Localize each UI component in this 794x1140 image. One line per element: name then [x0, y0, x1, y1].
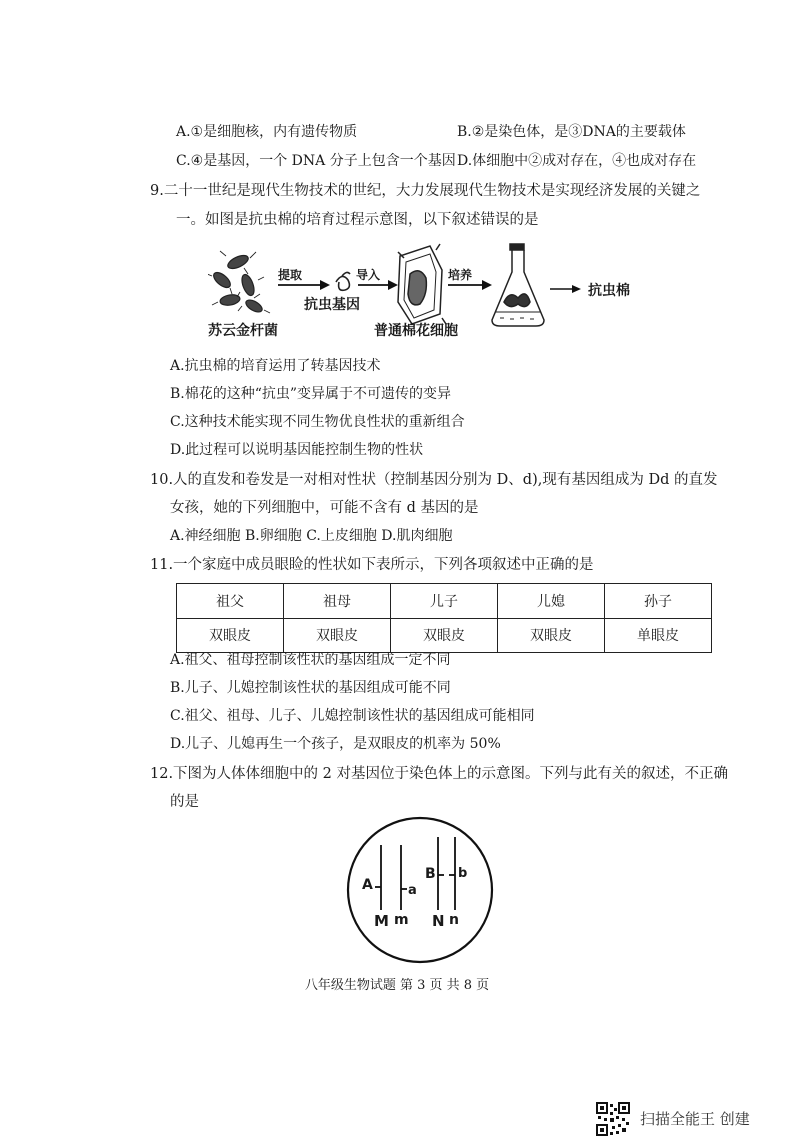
chromosome-lines: [381, 837, 455, 910]
result-label: 抗虫棉: [588, 283, 630, 299]
q11-option-b: B.儿子、儿媳控制该性状的基因组成可能不同: [170, 680, 451, 696]
q12-stem-line1: 12.下图为人体体细胞中的 2 对基因位于染色体上的示意图。下列与此有关的叙述，不正确: [150, 766, 728, 782]
q9-stem-line1: 9.二十一世纪是现代生物技术的世纪，大力发展现代生物技术是实现经济发展的关键之: [150, 183, 701, 199]
q9-option-d: D.此过程可以说明基因能控制生物的性状: [170, 442, 424, 458]
table-header-cell: 儿媳: [498, 584, 605, 619]
bacteria-label: 苏云金杆菌: [208, 323, 278, 339]
scanner-watermark: 扫描全能王 创建: [640, 1110, 750, 1128]
import-label: 导入: [356, 268, 381, 282]
table-cell: 双眼皮: [391, 618, 498, 653]
q8-option-d: D.体细胞中②成对存在，④也成对存在: [457, 153, 697, 169]
gene-fragment-icon: [336, 272, 350, 290]
table-header-cell: 祖母: [284, 584, 391, 619]
culture-label: 培养: [448, 268, 473, 282]
q12-stem-line2: 的是: [170, 794, 199, 810]
cotton-cell-icon: [398, 244, 446, 324]
q9-option-a: A.抗虫棉的培育运用了转基因技术: [170, 358, 381, 374]
chromosome-N-label: N: [432, 912, 445, 930]
q10-stem-line1: 10.人的直发和卷发是一对相对性状（控制基因分别为 D、d),现有基因组成为 Dd 的直发: [150, 472, 718, 488]
page-footer: 八年级生物试题 第 3 页 共 8 页: [304, 978, 490, 993]
q10-stem-line2: 女孩，她的下列细胞中，可能不含有 d 基因的是: [170, 500, 479, 516]
table-header-cell: 祖父: [177, 584, 284, 619]
chromosome-M-label: M: [374, 912, 389, 930]
q9-option-c: C.这种技术能实现不同生物优良性状的重新组合: [170, 414, 465, 430]
allele-B-label: B: [425, 866, 436, 882]
extract-label: 提取: [278, 268, 303, 282]
gene-label: 抗虫基因: [304, 297, 360, 313]
q8-option-b: B.②是染色体，是③DNA的主要载体: [457, 124, 686, 140]
table-cell: 双眼皮: [498, 618, 605, 653]
insect-resistant-cotton-diagram: [208, 240, 668, 344]
cell-label: 普通棉花细胞: [374, 323, 458, 339]
arrow-result-icon: [550, 285, 581, 293]
table-header-cell: 儿子: [391, 584, 498, 619]
allele-A-label: A: [362, 877, 373, 893]
q9-option-b: B.棉花的这种“抗虫”变异属于不可遗传的变异: [170, 386, 452, 402]
allele-a-label: a: [408, 883, 417, 898]
q11-option-d: D.儿子、儿媳再生一个孩子，是双眼皮的机率为 50%: [170, 736, 501, 752]
chromosome-gene-diagram: [345, 815, 495, 965]
q9-stem-line2: 一。如图是抗虫棉的培育过程示意图，以下叙述错误的是: [176, 212, 539, 228]
table-cell: 双眼皮: [284, 618, 391, 653]
table-header-row: [177, 584, 712, 619]
table-row: [177, 618, 712, 653]
allele-b-label: b: [458, 866, 468, 881]
q10-options: A.神经细胞 B.卵细胞 C.上皮细胞 D.肌肉细胞: [170, 528, 453, 544]
eyelid-trait-table: [176, 583, 712, 653]
chromosome-n-label: n: [449, 912, 459, 928]
culture-flask-icon: [492, 244, 544, 326]
chromosome-m-label: m: [394, 912, 409, 928]
table-cell: 双眼皮: [177, 618, 284, 653]
table-header-cell: 孙子: [605, 584, 712, 619]
q8-option-c: C.④是基因，一个 DNA 分子上包含一个基因: [176, 153, 456, 169]
table-cell: 单眼皮: [605, 618, 712, 653]
q8-option-a: A.①是细胞核，内有遗传物质: [176, 124, 358, 140]
q11-option-a: A.祖父、祖母控制该性状的基因组成一定不同: [170, 652, 451, 668]
bacteria-icon: [208, 251, 270, 314]
qr-code-icon: [596, 1102, 630, 1136]
q11-option-c: C.祖父、祖母、儿子、儿媳控制该性状的基因组成可能相同: [170, 708, 535, 724]
q11-stem: 11.一个家庭中成员眼睑的性状如下表所示，下列各项叙述中正确的是: [150, 557, 594, 573]
